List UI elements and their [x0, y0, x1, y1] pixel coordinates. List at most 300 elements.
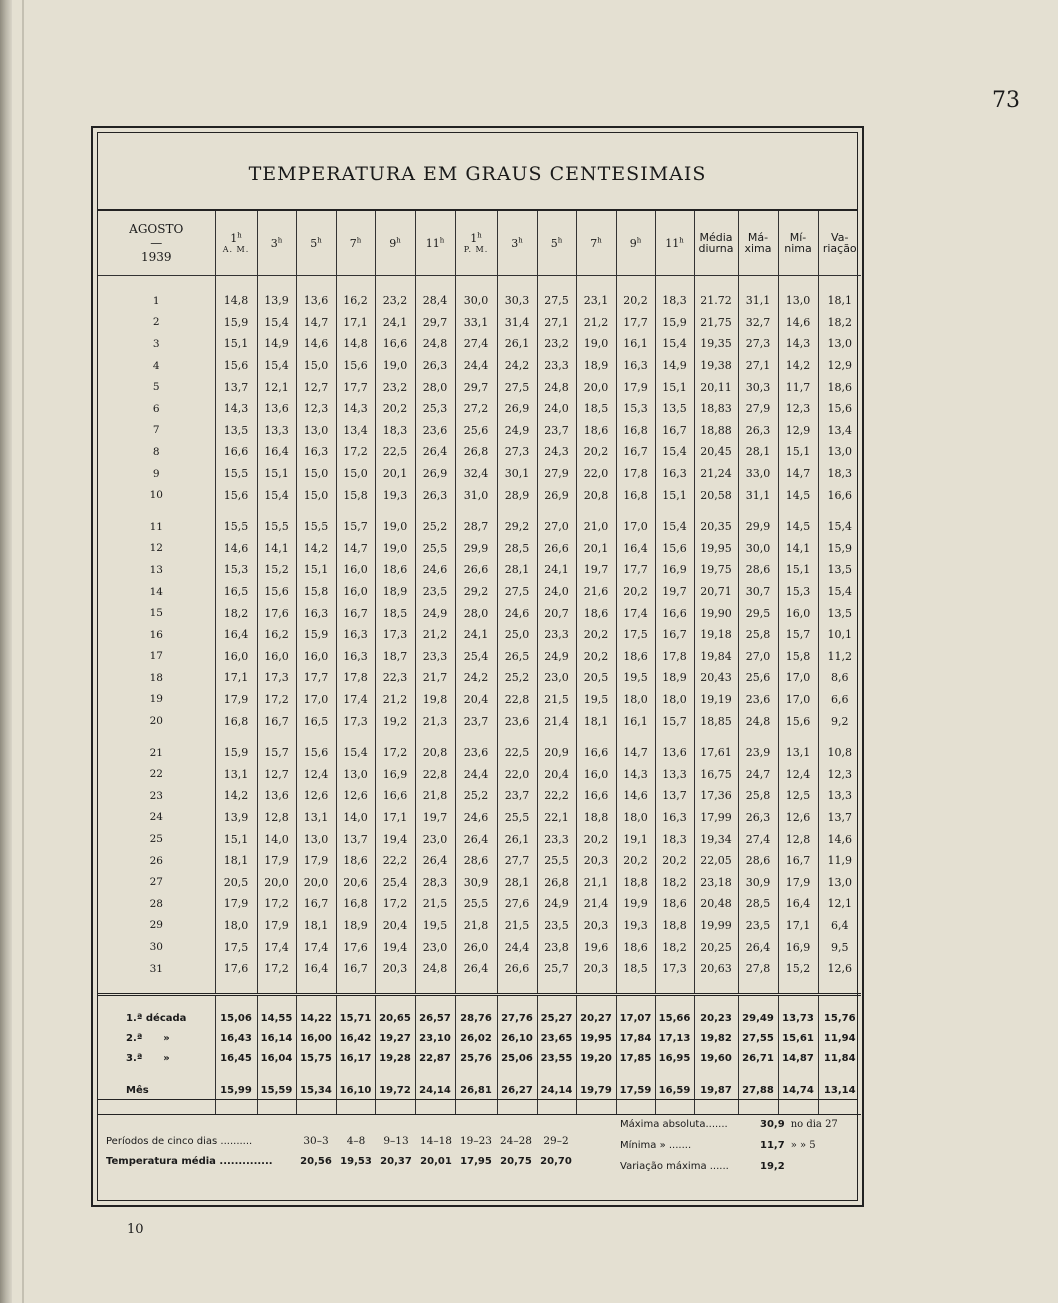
summary-value-cell: 19,60	[694, 1048, 738, 1068]
value-cell: 29,7	[455, 376, 497, 398]
value-cell: 20,2	[576, 646, 616, 668]
value-cell: 16,4	[257, 441, 296, 463]
spacer-cell	[497, 995, 537, 1009]
value-cell: 25,2	[415, 516, 455, 538]
value-cell: 21,0	[576, 516, 616, 538]
day-cell: 2	[152, 316, 160, 329]
value-cell: 11,7	[778, 376, 818, 398]
value-cell: 18,9	[655, 667, 694, 689]
value-cell: 15,1	[215, 333, 257, 355]
day-cell: 13	[149, 563, 163, 576]
value-cell: 27,5	[537, 290, 576, 312]
table-inner-frame	[97, 132, 858, 1201]
value-cell: 19,2	[375, 710, 415, 732]
spacer-cell	[455, 506, 497, 516]
hour-suffix: h	[237, 231, 242, 240]
spacer-cell	[215, 506, 257, 516]
table-row	[98, 355, 861, 377]
value-cell: 20,7	[537, 602, 576, 624]
min-abs-value: 11,7	[760, 1140, 785, 1151]
summary-value-cell: 16,14	[257, 1028, 296, 1048]
table-row	[98, 398, 861, 420]
value-cell: 17,4	[336, 689, 375, 711]
value-cell: 19,5	[576, 689, 616, 711]
value-cell: 13,0	[296, 420, 336, 442]
page-binding-line	[22, 0, 24, 1303]
value-cell: 12,4	[296, 763, 336, 785]
value-cell: 16,9	[778, 936, 818, 958]
value-cell: 18,1	[215, 850, 257, 872]
value-cell: 20,3	[576, 915, 616, 937]
spacer-cell	[215, 979, 257, 995]
value-cell: 26,3	[415, 484, 455, 506]
value-cell: 23,6	[455, 742, 497, 764]
spacer-cell	[537, 1068, 576, 1080]
header-hour	[215, 211, 257, 276]
spacer-cell	[415, 995, 455, 1009]
value-cell: 21,8	[455, 915, 497, 937]
value-cell: 12,1	[257, 376, 296, 398]
value-cell: 14,3	[336, 398, 375, 420]
value-cell: 26,9	[415, 463, 455, 485]
day-cell: 31	[149, 962, 163, 975]
spacer-cell	[576, 979, 616, 995]
value-cell: 19,3	[616, 915, 655, 937]
value-cell: 16,5	[215, 581, 257, 603]
periods-row	[106, 1131, 586, 1151]
value-cell: 15,3	[616, 398, 655, 420]
value-cell: 14,2	[296, 538, 336, 560]
spacer-cell	[296, 506, 336, 516]
value-cell: 26,8	[537, 871, 576, 893]
period-value: 14–18	[420, 1135, 452, 1147]
value-cell: 28,5	[497, 538, 537, 560]
value-cell: 13,7	[818, 807, 861, 829]
value-cell: 18,88	[694, 420, 738, 442]
value-cell: 25,8	[738, 785, 778, 807]
spacer-cell	[336, 732, 375, 742]
var-max-row	[620, 1156, 860, 1177]
value-cell: 24,4	[455, 355, 497, 377]
summary-value-cell: 17,85	[616, 1048, 655, 1068]
value-cell: 26,4	[738, 936, 778, 958]
summary-value-cell: 19,72	[375, 1080, 415, 1100]
header-media-line2: diurna	[698, 242, 734, 255]
period-value: 30–3	[303, 1135, 329, 1147]
table-row	[98, 624, 861, 646]
value-cell: 26,4	[455, 828, 497, 850]
spacer-cell	[455, 979, 497, 995]
spacer-cell	[616, 276, 655, 291]
spacer-cell	[415, 979, 455, 995]
spacer-cell	[818, 732, 861, 742]
value-cell: 6,6	[818, 689, 861, 711]
summary-value-cell: 16,59	[655, 1080, 694, 1100]
spacer-cell	[655, 506, 694, 516]
summary-row	[98, 1008, 861, 1028]
value-cell: 25,2	[455, 785, 497, 807]
spacer-cell	[257, 506, 296, 516]
period-value: 29–2	[543, 1135, 569, 1147]
value-cell: 16,2	[336, 290, 375, 312]
spacer-cell	[257, 1100, 296, 1115]
value-cell: 20,4	[537, 763, 576, 785]
table-row	[98, 559, 861, 581]
value-cell: 31,1	[738, 290, 778, 312]
spacer-cell	[296, 1100, 336, 1115]
value-cell: 19,3	[375, 484, 415, 506]
day-cell: 21	[149, 746, 163, 759]
value-cell: 15,1	[215, 828, 257, 850]
value-cell: 23,2	[375, 376, 415, 398]
summary-value-cell: 29,49	[738, 1008, 778, 1028]
value-cell: 14,5	[778, 484, 818, 506]
value-cell: 22,2	[537, 785, 576, 807]
table-row	[98, 828, 861, 850]
hour-suffix: h	[477, 231, 482, 240]
value-cell: 19,19	[694, 689, 738, 711]
day-cell: 6	[152, 402, 160, 415]
value-cell: 14,2	[215, 785, 257, 807]
value-cell: 32,7	[738, 312, 778, 334]
value-cell: 15,4	[336, 742, 375, 764]
value-cell: 26,3	[738, 420, 778, 442]
value-cell: 18,8	[576, 807, 616, 829]
value-cell: 19,4	[375, 936, 415, 958]
day-cell: 23	[149, 789, 163, 802]
spacer-cell	[537, 1100, 576, 1115]
value-cell: 25,5	[455, 893, 497, 915]
hour-label: 3$^h$	[270, 236, 283, 250]
spacer-cell	[694, 506, 738, 516]
value-cell: 21,1	[576, 871, 616, 893]
value-cell: 24,6	[415, 559, 455, 581]
value-cell: 20,3	[576, 958, 616, 980]
summary-value-cell: 15,75	[296, 1048, 336, 1068]
value-cell: 15,4	[257, 484, 296, 506]
value-cell: 14,1	[257, 538, 296, 560]
value-cell: 15,0	[296, 355, 336, 377]
value-cell: 27,4	[455, 333, 497, 355]
hour-suffix: h	[597, 236, 602, 245]
value-cell: 14,1	[778, 538, 818, 560]
summary-value-cell: 16,04	[257, 1048, 296, 1068]
value-cell: 22,05	[694, 850, 738, 872]
max-abs-row	[620, 1114, 860, 1135]
spacer-cell	[818, 276, 861, 291]
spacer-cell	[778, 995, 818, 1009]
var-max-value: 19,2	[760, 1161, 785, 1172]
value-cell: 13,6	[296, 290, 336, 312]
value-cell: 23,3	[415, 646, 455, 668]
value-cell: 15,5	[257, 516, 296, 538]
value-cell: 13,7	[336, 828, 375, 850]
value-cell: 16,4	[778, 893, 818, 915]
spacer-cell	[778, 732, 818, 742]
hour-label: 7$^h$	[349, 236, 362, 250]
value-cell: 17,2	[375, 893, 415, 915]
value-cell: 25,5	[415, 538, 455, 560]
value-cell: 16,7	[778, 850, 818, 872]
value-cell: 18,2	[818, 312, 861, 334]
value-cell: 23,7	[497, 785, 537, 807]
spacer-cell	[375, 732, 415, 742]
spacer-cell	[616, 1100, 655, 1115]
value-cell: 29,2	[497, 516, 537, 538]
value-cell: 16,4	[296, 958, 336, 980]
spacer-cell	[738, 979, 778, 995]
value-cell: 18,0	[616, 807, 655, 829]
summary-value-cell: 25,27	[537, 1008, 576, 1028]
value-cell: 16,7	[655, 420, 694, 442]
period-value: 19–23	[460, 1135, 492, 1147]
page-binding-edge	[0, 0, 12, 1303]
table-row	[98, 538, 861, 560]
summary-value-cell: 26,57	[415, 1008, 455, 1028]
table-row	[98, 689, 861, 711]
value-cell: 13,5	[818, 602, 861, 624]
summary-value-cell: 23,55	[537, 1048, 576, 1068]
table-row	[98, 785, 861, 807]
value-cell: 19,7	[655, 581, 694, 603]
value-cell: 17,0	[616, 516, 655, 538]
value-cell: 19,7	[415, 807, 455, 829]
value-cell: 15,4	[818, 581, 861, 603]
value-cell: 17,99	[694, 807, 738, 829]
value-cell: 9,5	[818, 936, 861, 958]
spacer-cell	[576, 1100, 616, 1115]
value-cell: 20,8	[576, 484, 616, 506]
summary-label-cell: Mês	[126, 1084, 149, 1096]
value-cell: 20,2	[616, 581, 655, 603]
spacer-row	[98, 1100, 861, 1115]
value-cell: 15,2	[257, 559, 296, 581]
value-cell: 23,0	[415, 936, 455, 958]
value-cell: 16,4	[616, 538, 655, 560]
value-cell: 24,9	[497, 420, 537, 442]
value-cell: 22,3	[375, 667, 415, 689]
value-cell: 14,9	[257, 333, 296, 355]
header-hour	[537, 211, 576, 276]
hour-label: 7$^h$	[590, 236, 602, 250]
day-cell: 25	[149, 833, 163, 846]
hour-label: 11$^h$	[425, 236, 445, 250]
table-row	[98, 463, 861, 485]
spacer-row	[98, 276, 861, 291]
summary-row	[98, 1028, 861, 1048]
periods-label: Períodos de cinco dias ..........	[106, 1135, 253, 1147]
value-cell: 25,4	[375, 871, 415, 893]
footer-number: 10	[127, 1222, 144, 1237]
day-cell: 20	[149, 715, 163, 728]
value-cell: 28,0	[455, 602, 497, 624]
value-cell: 15,7	[336, 516, 375, 538]
value-cell: 16,0	[336, 559, 375, 581]
day-cell: 15	[149, 607, 163, 620]
value-cell: 20,2	[576, 441, 616, 463]
value-cell: 23,7	[455, 710, 497, 732]
spacer-cell	[576, 732, 616, 742]
spacer-cell	[455, 276, 497, 291]
value-cell: 20,4	[375, 915, 415, 937]
value-cell: 15,9	[296, 624, 336, 646]
value-cell: 18,6	[616, 936, 655, 958]
value-cell: 15,4	[655, 441, 694, 463]
value-cell: 21,5	[415, 893, 455, 915]
spacer-row	[98, 506, 861, 516]
spacer-cell	[616, 979, 655, 995]
table-row	[98, 420, 861, 442]
period-value: 9–13	[383, 1135, 409, 1147]
spacer-cell	[694, 276, 738, 291]
value-cell: 17,61	[694, 742, 738, 764]
value-cell: 16,7	[296, 893, 336, 915]
value-cell: 20,2	[375, 398, 415, 420]
min-abs-row	[620, 1135, 860, 1156]
value-cell: 17,5	[215, 936, 257, 958]
table-row	[98, 871, 861, 893]
summary-value-cell: 17,13	[655, 1028, 694, 1048]
spacer-cell	[296, 1068, 336, 1080]
value-cell: 13,1	[778, 742, 818, 764]
period-temps	[296, 1156, 576, 1167]
spacer-cell	[336, 506, 375, 516]
value-cell: 24,0	[537, 581, 576, 603]
value-cell: 18,0	[215, 915, 257, 937]
value-cell: 16,7	[616, 441, 655, 463]
value-cell: 24,6	[497, 602, 537, 624]
spacer-cell	[415, 1068, 455, 1080]
value-cell: 23,6	[738, 689, 778, 711]
value-cell: 14,5	[778, 516, 818, 538]
value-cell: 21,2	[415, 624, 455, 646]
value-cell: 24,7	[738, 763, 778, 785]
extremes-block	[620, 1114, 860, 1177]
spacer-cell	[616, 1068, 655, 1080]
value-cell: 29,2	[455, 581, 497, 603]
spacer-cell	[455, 1100, 497, 1115]
period-temp: 20,56	[300, 1155, 332, 1167]
spacer-cell	[537, 276, 576, 291]
value-cell: 16,7	[257, 710, 296, 732]
value-cell: 15,4	[257, 312, 296, 334]
temp-mean-label: Temperatura média ..............	[106, 1155, 273, 1167]
value-cell: 17,9	[215, 893, 257, 915]
spacer-cell	[215, 1100, 257, 1115]
value-cell: 18,2	[215, 602, 257, 624]
hour-suffix: h	[277, 236, 283, 245]
value-cell: 20,45	[694, 441, 738, 463]
summary-label-cell: 1.ª década	[126, 1012, 187, 1024]
value-cell: 21,8	[415, 785, 455, 807]
value-cell: 19,1	[616, 828, 655, 850]
value-cell: 18,5	[576, 398, 616, 420]
hour-period: P. M.	[463, 245, 489, 255]
value-cell: 28,4	[415, 290, 455, 312]
value-cell: 28,6	[455, 850, 497, 872]
value-cell: 17,2	[257, 689, 296, 711]
value-cell: 15,5	[296, 516, 336, 538]
value-cell: 28,0	[415, 376, 455, 398]
bottom-rule	[98, 1099, 857, 1100]
value-cell: 27,9	[738, 398, 778, 420]
value-cell: 14,7	[616, 742, 655, 764]
value-cell: 20,5	[576, 667, 616, 689]
value-cell: 25,8	[738, 624, 778, 646]
summary-value-cell: 17,59	[616, 1080, 655, 1100]
day-cell: 5	[152, 381, 160, 394]
value-cell: 14,7	[336, 538, 375, 560]
value-cell: 15,0	[296, 463, 336, 485]
value-cell: 31,4	[497, 312, 537, 334]
value-cell: 19,95	[694, 538, 738, 560]
value-cell: 13,6	[655, 742, 694, 764]
value-cell: 21.72	[694, 290, 738, 312]
summary-label-cell: 3.ª »	[126, 1052, 170, 1064]
header-hour	[415, 211, 455, 276]
spacer-cell	[537, 979, 576, 995]
value-cell: 19,5	[415, 915, 455, 937]
var-max-label: Variação máxima ......	[620, 1161, 729, 1172]
spacer-cell	[375, 979, 415, 995]
value-cell: 16,1	[616, 710, 655, 732]
value-cell: 12,8	[778, 828, 818, 850]
spacer-cell	[375, 276, 415, 291]
summary-value-cell: 20,65	[375, 1008, 415, 1028]
value-cell: 17,8	[616, 463, 655, 485]
value-cell: 20,3	[375, 958, 415, 980]
spacer-cell	[257, 276, 296, 291]
value-cell: 16,4	[215, 624, 257, 646]
value-cell: 14,3	[778, 333, 818, 355]
table-frame	[91, 126, 864, 1207]
spacer-cell	[215, 1068, 257, 1080]
value-cell: 17,3	[655, 958, 694, 980]
value-cell: 26,6	[497, 958, 537, 980]
spacer-cell	[778, 1100, 818, 1115]
spacer-row	[98, 979, 861, 995]
value-cell: 13,5	[818, 559, 861, 581]
table-row	[98, 958, 861, 980]
value-cell: 12,6	[336, 785, 375, 807]
value-cell: 27,3	[738, 333, 778, 355]
spacer-cell	[336, 995, 375, 1009]
value-cell: 12,6	[778, 807, 818, 829]
value-cell: 20,2	[576, 624, 616, 646]
value-cell: 20,2	[616, 850, 655, 872]
value-cell: 19,0	[576, 333, 616, 355]
spacer-cell	[497, 1068, 537, 1080]
value-cell: 13,4	[336, 420, 375, 442]
day-cell: 29	[149, 919, 163, 932]
table-row	[98, 915, 861, 937]
value-cell: 16,9	[375, 763, 415, 785]
value-cell: 29,9	[455, 538, 497, 560]
header-hour	[375, 211, 415, 276]
table-row	[98, 581, 861, 603]
value-cell: 25,5	[497, 807, 537, 829]
value-cell: 14,7	[296, 312, 336, 334]
value-cell: 19,6	[576, 936, 616, 958]
value-cell: 16,6	[375, 785, 415, 807]
summary-value-cell: 15,66	[655, 1008, 694, 1028]
value-cell: 17,1	[215, 667, 257, 689]
value-cell: 16,0	[336, 581, 375, 603]
value-cell: 27,0	[738, 646, 778, 668]
spacer-cell	[336, 1100, 375, 1115]
value-cell: 21,5	[497, 915, 537, 937]
value-cell: 15,8	[336, 484, 375, 506]
